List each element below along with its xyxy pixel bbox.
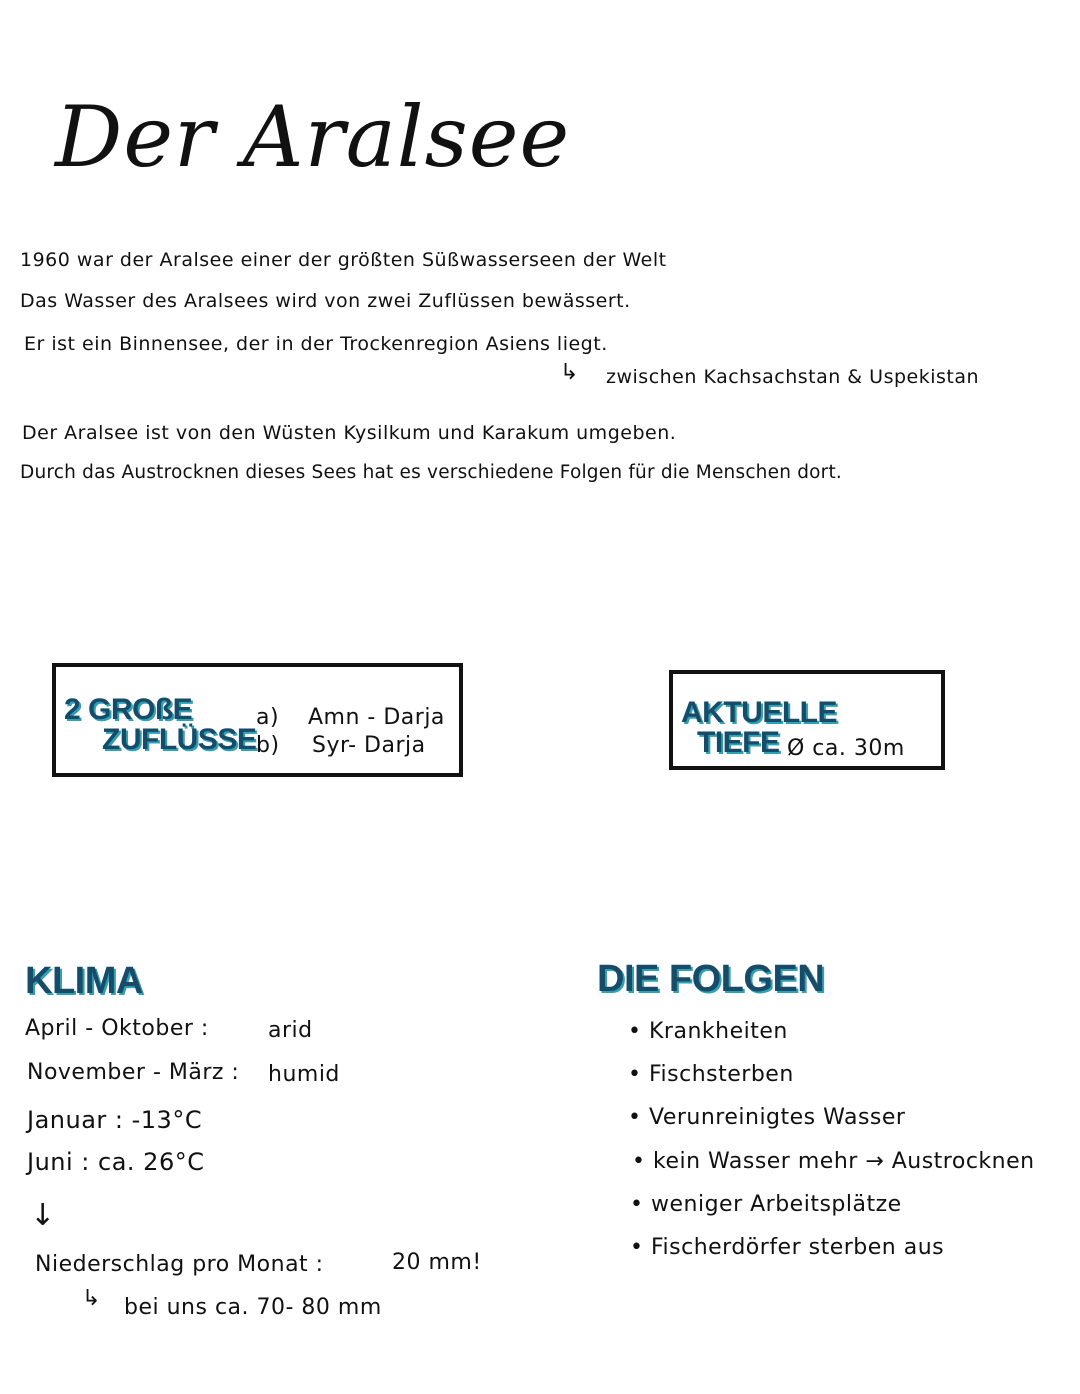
folgen-item: • Verunreinigtes Wasser bbox=[628, 1105, 905, 1130]
intro-line-4: Der Aralsee ist von den Wüsten Kysilkum und Karakum umgeben. bbox=[22, 422, 677, 444]
folgen-item: • Fischerdörfer sterben aus bbox=[630, 1235, 944, 1260]
folgen-item: • kein Wasser mehr → Austrocknen bbox=[632, 1149, 1035, 1174]
tiefe-box bbox=[669, 670, 945, 770]
folgen-item: • weniger Arbeitsplätze bbox=[630, 1192, 902, 1217]
klima-januar: Januar : -13°C bbox=[27, 1106, 203, 1134]
zufluesse-heading-2: ZUFLÜSSE bbox=[102, 723, 257, 756]
folgen-heading: DIE FOLGEN bbox=[597, 958, 825, 1000]
down-arrow-icon: ↓ bbox=[30, 1198, 56, 1233]
folgen-item: • Krankheiten bbox=[628, 1019, 788, 1044]
intro-line-5: Durch das Austrocknen dieses Sees hat es verschiedene Folgen für die Menschen dort. bbox=[20, 462, 843, 483]
zufluesse-heading-1: 2 GROßE bbox=[64, 693, 193, 726]
klima-heading: KLIMA bbox=[25, 960, 143, 1002]
klima-row-2-label: November - März : bbox=[27, 1060, 240, 1085]
zufluss-a-label: a) bbox=[256, 705, 280, 730]
zufluss-b-label: b) bbox=[256, 733, 280, 758]
intro-sub-line: zwischen Kachsachstan & Uspekistan bbox=[606, 366, 980, 388]
tiefe-value: Ø ca. 30m bbox=[787, 736, 905, 761]
bei-uns-value: bei uns ca. 70- 80 mm bbox=[124, 1295, 382, 1320]
tiefe-heading-2: TIEFE bbox=[697, 726, 780, 759]
folgen-item: • Fischsterben bbox=[628, 1062, 794, 1087]
klima-row-2-value: humid bbox=[268, 1062, 340, 1087]
niederschlag-value: 20 mm! bbox=[392, 1250, 482, 1275]
arrow-icon: ↳ bbox=[82, 1286, 101, 1311]
klima-row-1-value: arid bbox=[268, 1018, 313, 1043]
tiefe-heading-1: AKTUELLE bbox=[681, 696, 837, 729]
niederschlag-label: Niederschlag pro Monat : bbox=[35, 1252, 324, 1277]
zufluesse-box bbox=[52, 663, 463, 777]
intro-line-1: 1960 war der Aralsee einer der größten Süßwasserseen der Welt bbox=[20, 249, 667, 271]
arrow-icon: ↳ bbox=[560, 360, 579, 385]
page-title: Der Aralsee bbox=[55, 88, 571, 186]
intro-line-3: Er ist ein Binnensee, der in der Trockenregion Asiens liegt. bbox=[24, 333, 608, 355]
klima-row-1-label: April - Oktober : bbox=[25, 1016, 209, 1041]
zufluss-b-value: Syr- Darja bbox=[312, 733, 426, 758]
zufluss-a-value: Amn - Darja bbox=[308, 705, 445, 730]
klima-juni: Juni : ca. 26°C bbox=[27, 1148, 205, 1176]
intro-line-2: Das Wasser des Aralsees wird von zwei Zuflüssen bewässert. bbox=[20, 290, 631, 312]
